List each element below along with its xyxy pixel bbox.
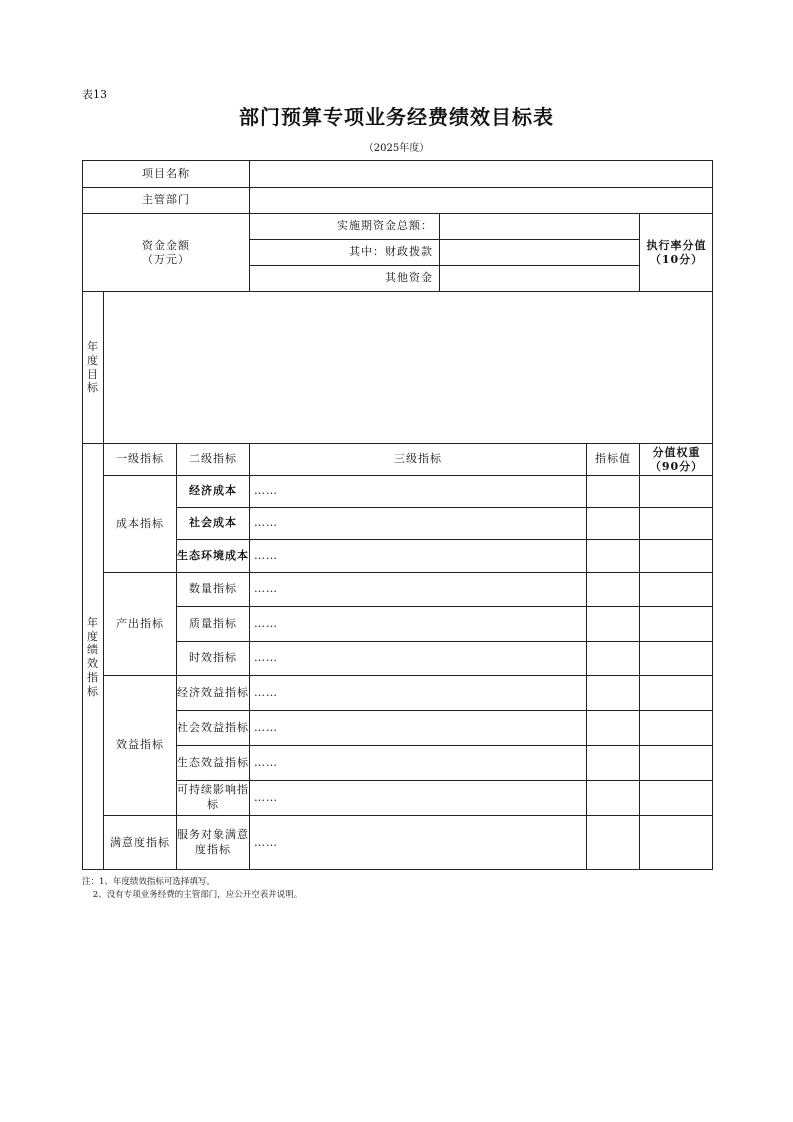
level3-field[interactable]: …… [250,573,587,607]
value-field[interactable] [587,676,640,711]
level3-field[interactable]: …… [250,476,587,508]
funds-unit: （万元） [142,252,190,266]
level1-benefit: 效益指标 [104,676,177,816]
value-field[interactable] [587,711,640,746]
col-header-weight [640,444,713,476]
indicator-section-char: 年 [87,615,99,629]
level2-item: 可持续影响指标 [177,781,250,816]
level2-item: 质量指标 [177,607,250,642]
level3-field[interactable]: …… [250,746,587,781]
exec-rate-score: （10分） [649,252,704,266]
weight-field[interactable] [640,508,713,540]
indicator-section-char: 标 [87,684,99,698]
annual-goal-char: 度 [87,353,99,367]
level3-field[interactable]: …… [250,781,587,816]
level3-field[interactable]: …… [250,540,587,573]
funds-label-text: 资金金额 [142,238,190,252]
level2-item: 服务对象满意度指标 [177,816,250,870]
dept-field[interactable] [250,188,713,214]
weight-field[interactable] [640,642,713,676]
table-number: 表13 [82,88,107,101]
col-header-level3: 三级指标 [250,444,587,476]
weight-field[interactable] [640,711,713,746]
weight-field[interactable] [640,607,713,642]
total-funds-field[interactable] [440,214,640,240]
annual-goal-char: 年 [87,340,99,353]
funds-label [83,214,250,292]
value-field[interactable] [587,573,640,607]
weight-field[interactable] [640,573,713,607]
annual-goal-char: 标 [87,381,99,395]
value-field[interactable] [587,540,640,573]
level3-field[interactable]: …… [250,711,587,746]
level3-field[interactable]: …… [250,508,587,540]
other-funds-label: 其他资金 [250,266,440,292]
indicator-section-char: 指 [87,670,99,684]
weight-header-score: （90分） [649,459,704,473]
level3-field[interactable]: …… [250,676,587,711]
value-field[interactable] [587,607,640,642]
level2-item: 生态环境成本 [177,540,250,573]
annual-goal-char: 目 [87,367,99,381]
annual-goal-field[interactable] [104,292,713,444]
performance-target-table [82,160,713,870]
weight-field[interactable] [640,476,713,508]
level2-item: 生态效益指标 [177,746,250,781]
value-field[interactable] [587,781,640,816]
col-header-level2: 二级指标 [177,444,250,476]
col-header-level1: 一级指标 [104,444,177,476]
level2-item: 时效指标 [177,642,250,676]
value-field[interactable] [587,816,640,870]
fiscal-funds-label: 其中：财政拨款 [250,240,440,266]
footnotes [82,876,302,902]
level1-output: 产出指标 [104,573,177,676]
level2-item: 数量指标 [177,573,250,607]
level3-field[interactable]: …… [250,607,587,642]
value-field[interactable] [587,476,640,508]
page-title: 部门预算专项业务经费绩效目标表 [239,105,554,129]
level2-item: 经济效益指标 [177,676,250,711]
project-name-field[interactable] [250,161,713,188]
level3-field[interactable]: …… [250,642,587,676]
weight-field[interactable] [640,540,713,573]
project-name-label: 项目名称 [83,161,250,188]
weight-field[interactable] [640,781,713,816]
col-header-value: 指标值 [587,444,640,476]
weight-field[interactable] [640,676,713,711]
level2-item: 社会成本 [177,508,250,540]
weight-field[interactable] [640,816,713,870]
fiscal-funds-field[interactable] [440,240,640,266]
indicator-section-char: 度 [87,629,99,643]
value-field[interactable] [587,642,640,676]
footnote-2: 2、没有专项业务经费的主管部门，应公开空表并说明。 [82,890,303,900]
other-funds-field[interactable] [440,266,640,292]
level2-item: 社会效益指标 [177,711,250,746]
total-funds-label: 实施期资金总额： [250,214,440,240]
level1-cost: 成本指标 [104,476,177,573]
footnote-1: 注：1、年度绩效指标可选择填写。 [82,877,215,887]
level2-item: 经济成本 [177,476,250,508]
value-field[interactable] [587,508,640,540]
exec-rate-text: 执行率分值 [646,238,707,252]
fiscal-year: （2025年度） [363,143,430,154]
indicator-section-char: 效 [87,657,99,670]
performance-indicator-label [83,444,104,870]
weight-field[interactable] [640,746,713,781]
indicator-section-char: 绩 [87,643,99,657]
annual-goal-label [83,292,104,444]
value-field[interactable] [587,746,640,781]
exec-rate-label [640,214,713,292]
level3-field[interactable]: …… [250,816,587,870]
dept-label: 主管部门 [83,188,250,214]
weight-header-text: 分值权重 [652,445,701,459]
level1-satisfaction: 满意度指标 [104,816,177,870]
